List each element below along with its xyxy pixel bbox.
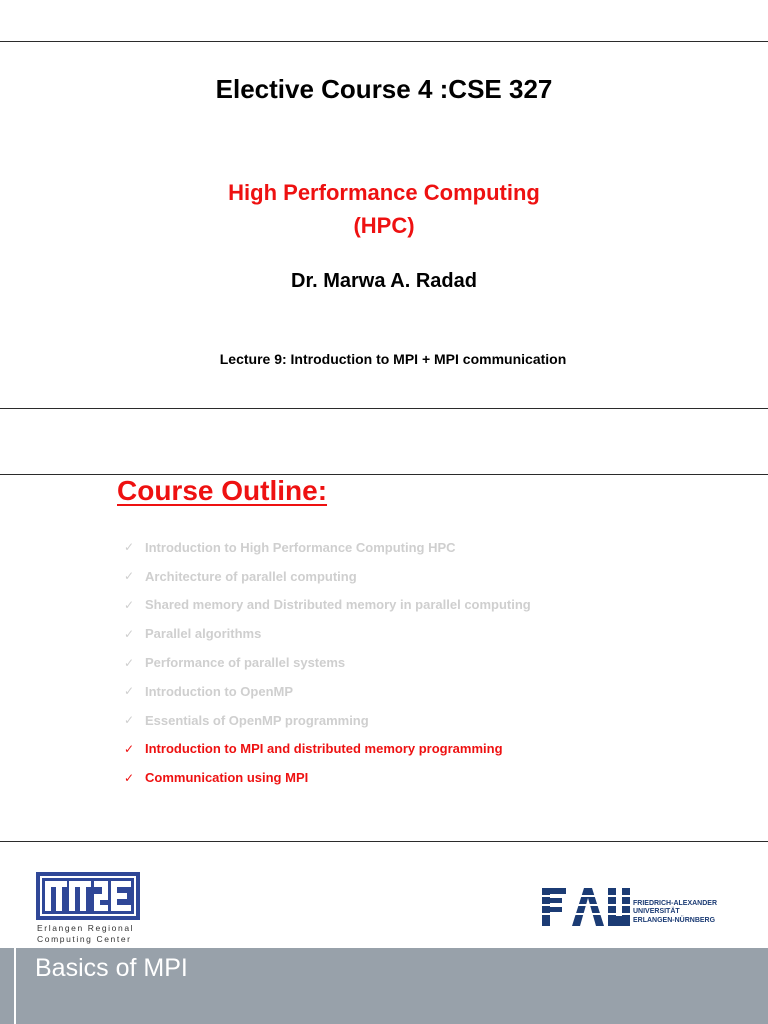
- slide-top-border: [0, 41, 768, 42]
- outline-item: [124, 533, 531, 562]
- check-icon: ✓: [124, 684, 135, 699]
- lecture-title: Lecture 9: Introduction to MPI + MPI communication: [219, 351, 567, 367]
- slide-divider-3: [0, 841, 768, 842]
- outline-item: [124, 763, 531, 792]
- fau-text-line: ERLANGEN-NÜRNBERG: [633, 916, 716, 924]
- outline-item: [124, 591, 531, 620]
- outline-item-label: Parallel algorithms: [145, 626, 262, 642]
- course-acronym: (HPC): [353, 213, 415, 238]
- outline-item-label: Introduction to MPI and distributed memory programming: [145, 741, 503, 757]
- rrze-caption: [37, 923, 134, 944]
- slide-divider-1: [0, 408, 768, 409]
- outline-item: [124, 619, 531, 648]
- fau-logo: [542, 888, 630, 926]
- outline-item-label: Architecture of parallel computing: [145, 568, 357, 584]
- rrze-logo: [36, 872, 140, 920]
- band-marker: [14, 948, 16, 1024]
- outline-item: [124, 562, 531, 591]
- outline-item-label: Introduction to OpenMP: [145, 683, 294, 699]
- outline-heading: Course Outline:: [117, 475, 328, 506]
- outline-item: [124, 677, 531, 706]
- outline-item: [124, 648, 531, 677]
- outline-list: [124, 533, 531, 792]
- check-icon: ✓: [124, 713, 135, 728]
- check-icon: ✓: [124, 626, 135, 641]
- outline-item-label: Essentials of OpenMP programming: [145, 712, 369, 728]
- course-subtitle: High Performance Computing: [228, 180, 540, 205]
- fau-university-name: [633, 900, 717, 925]
- rrze-caption-line: Erlangen Regional: [37, 923, 135, 933]
- outline-item: [124, 706, 531, 735]
- check-icon: ✓: [124, 741, 135, 756]
- outline-item-label: Shared memory and Distributed memory in parallel computing: [145, 597, 531, 613]
- check-icon: ✓: [124, 655, 135, 670]
- outline-item-label: Performance of parallel systems: [145, 655, 346, 671]
- slide-divider-2: [0, 474, 768, 475]
- outline-item-label: Introduction to High Performance Computing HPC: [145, 539, 456, 555]
- fau-text-line: UNIVERSITÄT: [633, 908, 680, 916]
- check-icon: ✓: [124, 569, 135, 584]
- mpi-slide-title: Basics of MPI: [35, 954, 188, 982]
- course-title: Elective Course 4 :CSE 327: [215, 74, 553, 104]
- check-icon: ✓: [124, 770, 135, 785]
- rrze-caption-line: Computing Center: [37, 933, 132, 944]
- outline-item-label: Communication using MPI: [145, 770, 309, 786]
- check-icon: ✓: [124, 540, 135, 555]
- check-icon: ✓: [124, 597, 135, 612]
- author-name: Dr. Marwa A. Radad: [291, 270, 477, 292]
- outline-item: [124, 735, 531, 764]
- fau-text-line: FRIEDRICH-ALEXANDER: [633, 900, 717, 907]
